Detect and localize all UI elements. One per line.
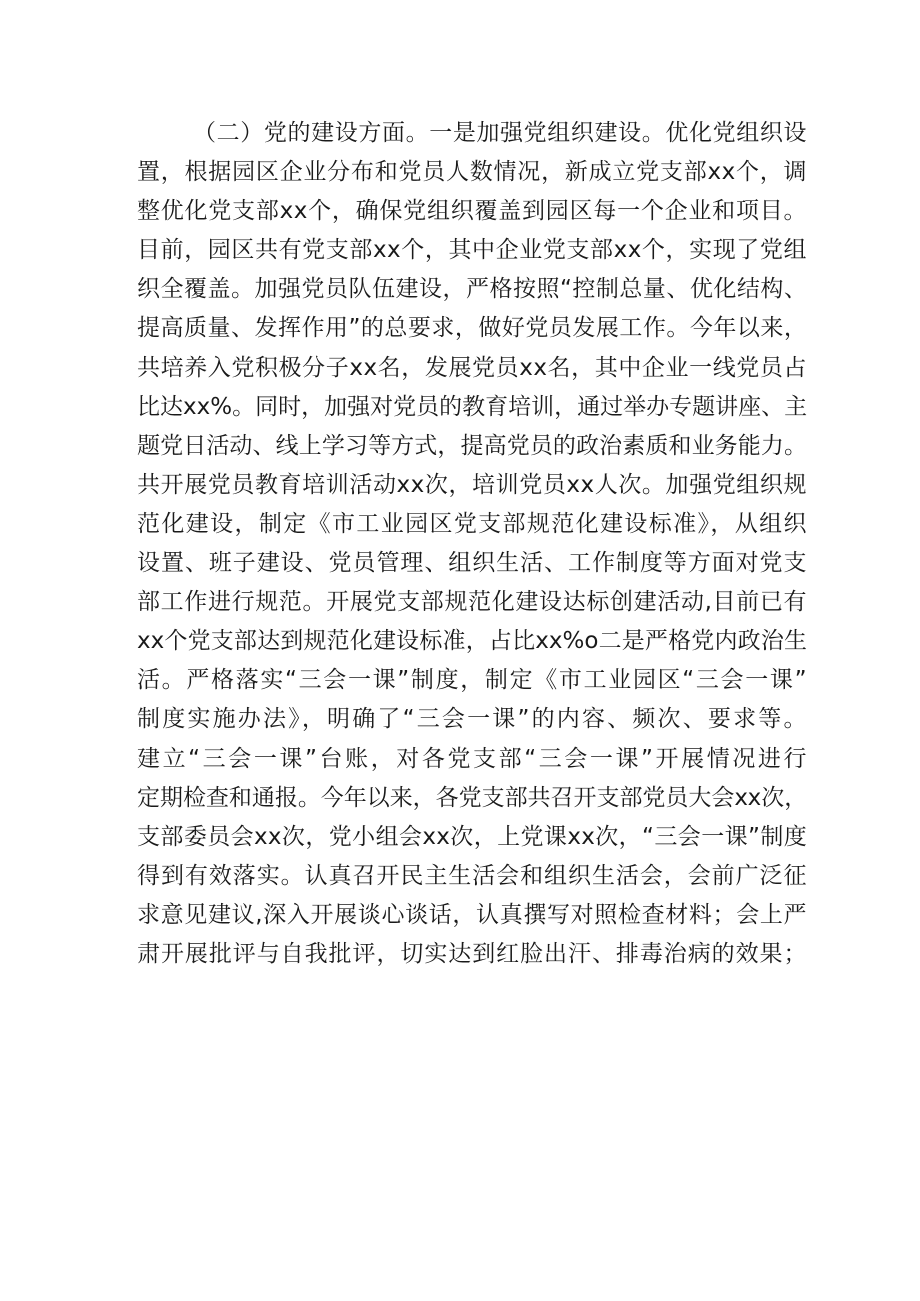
text-line: 共开展党员教育培训活动xx次，培训党员xx人次。加强党组织规 [137,471,807,498]
text-line: 支部委员会xx次，党小组会xx次，上党课xx次，“三会一课”制度 [137,823,807,850]
text-line: 置，根据园区企业分布和党员人数情况，新成立党支部xx个，调 [137,159,807,186]
text-line: 整优化党支部xx个，确保党组织覆盖到园区每一个企业和项目。 [137,198,807,225]
text-line: 范化建设，制定《市工业园区党支部规范化建设标准》，从组织 [137,510,807,537]
text-line: 设置、班子建设、党员管理、组织生活、工作制度等方面对党支 [137,550,807,577]
text-line: 比达xx%。同时，加强对党员的教育培训，通过举办专题讲座、主 [137,393,808,420]
text-line: xx个党支部达到规范化建设标准，占比xx%o二是严格党内政治生 [137,628,807,655]
text-line: （二）党的建设方面。一是加强党组织建设。优化党组织设 [193,120,807,146]
text-line: 定期检查和通报。今年以来，各党支部共召开支部党员大会xx次， [137,784,807,811]
text-line: 求意见建议,深入开展谈心谈话，认真撰写对照检查材料；会上严 [137,901,807,928]
text-line: 活。严格落实“三会一课”制度，制定《市工业园区“三会一课” [137,667,807,694]
text-line: 题党日活动、线上学习等方式，提高党员的政治素质和业务能力。 [137,432,807,459]
text-line: 提高质量、发挥作用”的总要求，做好党员发展工作。今年以来， [137,315,808,342]
text-line: 织全覆盖。加强党员队伍建设，严格按照“控制总量、优化结构、 [137,276,808,303]
text-line: 建立“三会一课”台账，对各党支部“三会一课”开展情况进行 [137,745,807,772]
body-paragraph [137,114,807,974]
text-line: 制度实施办法》，明确了“三会一课”的内容、频次、要求等。 [137,706,807,733]
text-line: 目前，园区共有党支部xx个，其中企业党支部xx个，实现了党组 [137,237,807,264]
text-line: 共培养入党积极分子xx名，发展党员xx名，其中企业一线党员占 [137,354,807,381]
text-line: 部工作进行规范。开展党支部规范化建设达标创建活动,目前已有 [137,589,807,616]
text-line: 肃开展批评与自我批评，切实达到红脸出汗、排毒治病的效果； [137,940,807,967]
text-line: 得到有效落实。认真召开民主生活会和组织生活会，会前广泛征 [137,862,807,889]
